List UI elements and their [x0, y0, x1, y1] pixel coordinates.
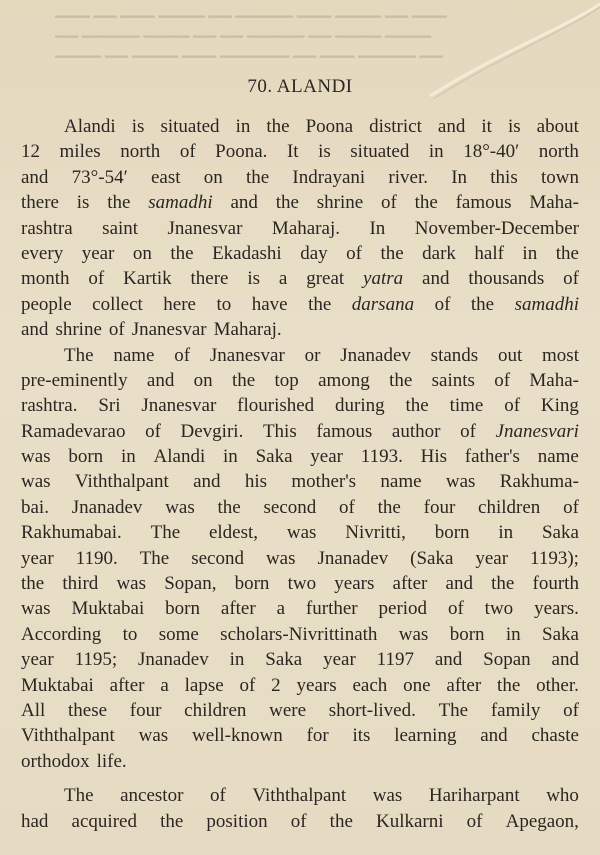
- text-line: bai. Jnanadev was the second of the four children of: [21, 496, 579, 518]
- text-line: and 73°-54′ east on the Indrayani river. In this town: [21, 166, 579, 188]
- text-line: All these four children were short-lived. The family of: [21, 699, 579, 721]
- text-line: month of Kartik there is a great yatra and thousands of: [21, 268, 579, 290]
- text-line: there is the samadhi and the shrine of the famous Maha-: [21, 192, 579, 214]
- body-text: [21, 114, 579, 834]
- text-line: rashtra saint Jnanesvar Maharaj. In November-December: [21, 217, 579, 239]
- text-line: orthodox life.: [21, 750, 127, 772]
- text-line: the third was Sopan, born two years after and the fourth: [21, 573, 579, 595]
- text-line: pre-eminently and on the top among the saints of Maha-: [21, 369, 579, 391]
- text-line: and shrine of Jnanesvar Maharaj.: [21, 319, 282, 341]
- text-line: According to some scholars-Nivrittinath was born in Saka: [21, 623, 579, 645]
- text-line: was born in Alandi in Saka year 1193. His father's name: [21, 446, 579, 468]
- text-line: The ancestor of Viththalpant was Hariharpant who: [64, 785, 579, 807]
- text-line: people collect here to have the darsana of the samadhi: [21, 293, 579, 315]
- text-line: was Muktabai born after a further period of two years.: [21, 598, 579, 620]
- text-line: had acquired the position of the Kulkarni of Apegaon,: [21, 810, 579, 832]
- text-line: year 1195; Jnanadev in Saka year 1197 and Sopan and: [21, 649, 579, 671]
- text-line: 12 miles north of Poona. It is situated in 18°-40′ north: [21, 141, 579, 163]
- text-line: Alandi is situated in the Poona district and it is about: [64, 116, 579, 137]
- text-line: every year on the Ekadashi day of the dark half in the: [21, 242, 579, 264]
- show-through-text: ▁▁▁ ▁▁ ▁▁▁ ▁▁▁▁ ▁▁ ▁▁▁▁▁ ▁▁▁ ▁▁▁▁ ▁▁ ▁▁▁ ▁▁ ▁▁▁▁▁ ▁▁▁▁ ▁▁ ▁▁ ▁▁▁▁▁ ▁▁ ▁▁▁▁ ▁▁▁▁ ▁▁▁▁ ▁▁ ▁▁▁▁ ▁▁▁ ▁▁▁▁▁▁ ▁▁ ▁▁▁ ▁▁▁▁▁ ▁▁: [55, 2, 447, 58]
- text-line: Viththalpant was well-known for its learning and chaste: [21, 725, 579, 747]
- chapter-title: 70. ALANDI: [247, 76, 353, 97]
- page-fold-crease: [0, 0, 600, 120]
- text-line: rashtra. Sri Jnanesvar flourished during the time of King: [21, 395, 579, 417]
- text-line: Muktabai after a lapse of 2 years each one after the other.: [21, 674, 579, 696]
- text-line: Rakhumabai. The eldest, was Nivritti, born in Saka: [21, 522, 579, 544]
- text-line: The name of Jnanesvar or Jnanadev stands out most: [64, 344, 579, 366]
- text-line: Ramadevarao of Devgiri. This famous author of Jnanesvari: [21, 420, 579, 442]
- text-line: was Viththalpant and his mother's name was Rakhuma-: [21, 471, 579, 493]
- text-line: year 1190. The second was Jnanadev (Saka year 1193);: [21, 547, 579, 569]
